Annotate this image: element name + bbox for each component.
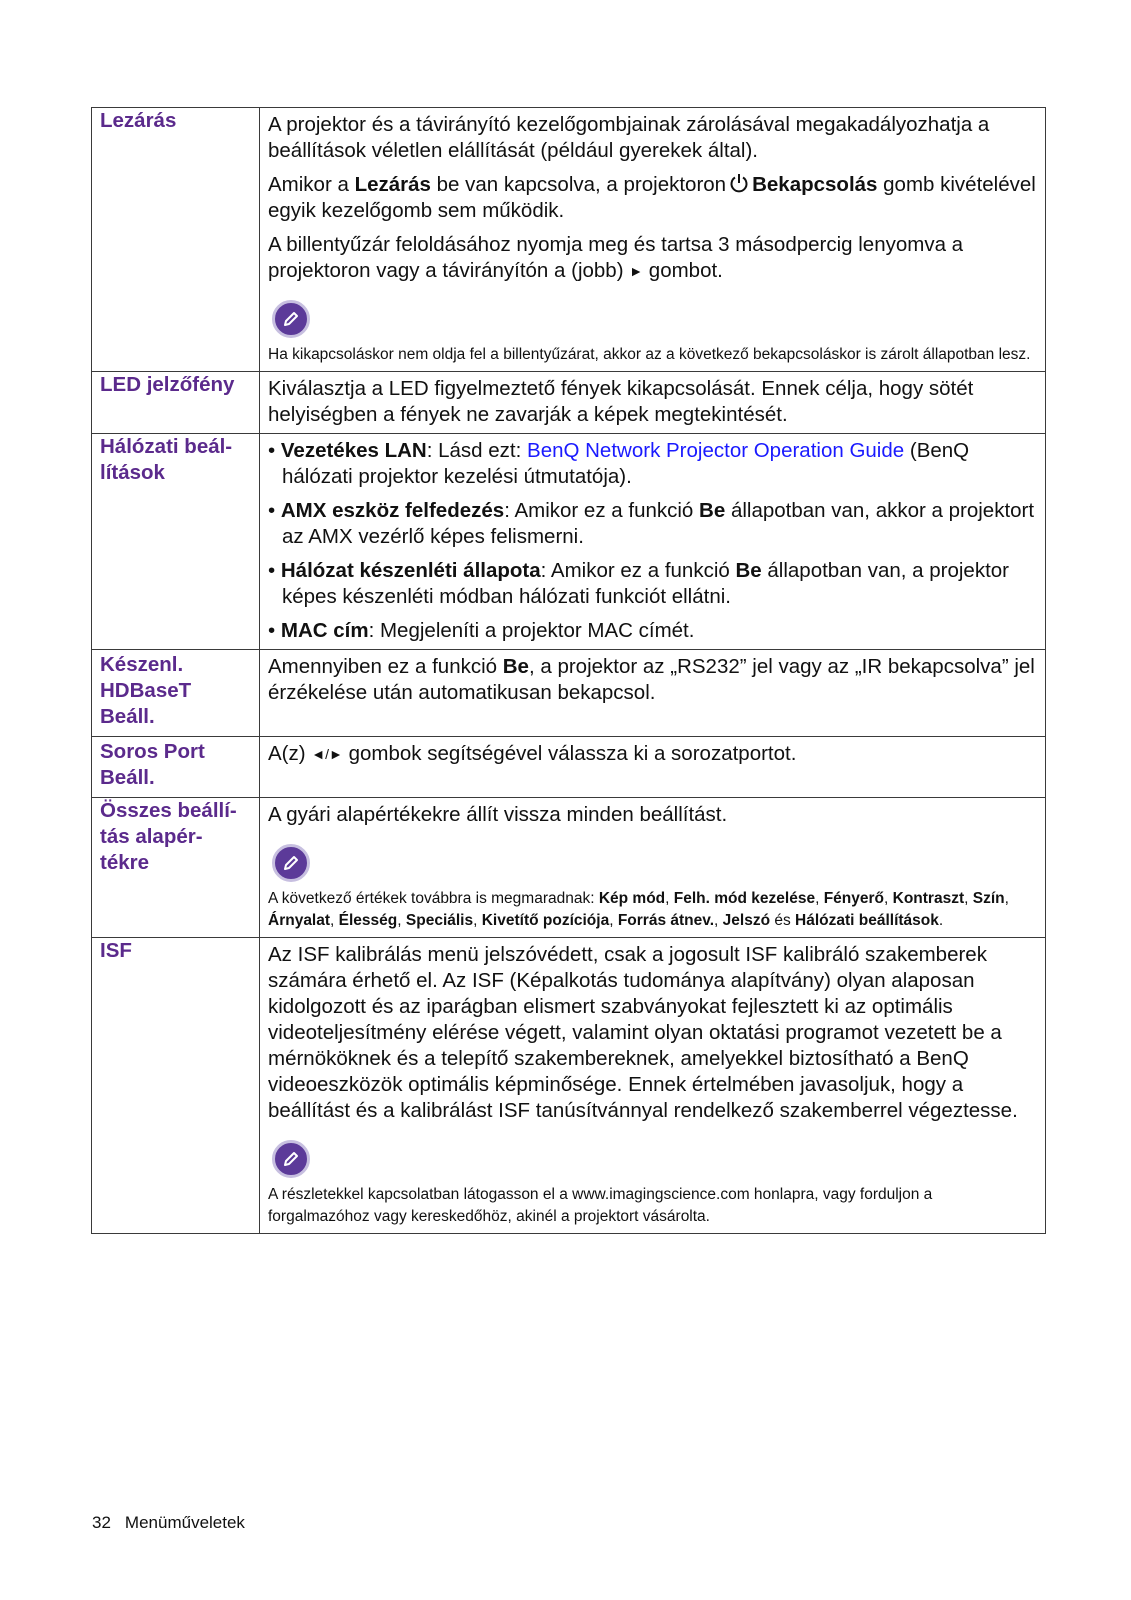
row-label: ISF xyxy=(92,938,260,1234)
paragraph: A projektor és a távirányító kezelőgombjainak zárolásával megakadályozhatja a beállítások véletlen elállítását (például gyerekek által). xyxy=(268,113,990,162)
paragraph: Az ISF kalibrálás menü jelszóvédett, csak a jogosult ISF kalibráló szakemberek számára érhető el. Az ISF (Képalkotás tudománya alapítvány) olyan alaposan kidolgozott és az iparágban elismert szabványokat fejlesztett ki az optimális videoteljesítmény elérése végett, valamint olyan oktatási programot vezetett be a mérnököknek és a telepítő szakembereknek, amelyekkel biztosítható a BenQ videoeszközök optimális képminősége. Ennek értelmében javasoljuk, hogy a beállítást és a kalibrálást ISF tanúsítvánnyal rendelkező szakemberrel végeztesse. xyxy=(268,943,1018,1122)
note-text: A következő értékek továbbra is megmaradnak: Kép mód, Felh. mód kezelése, Fényerő, Kontraszt, Szín, Árnyalat, Élesség, Speciális, Kivetítő pozíciója, Forrás átnev., Jelszó és Hálózati beállítások. xyxy=(268,890,1009,929)
page-footer xyxy=(92,1513,245,1533)
pencil-icon xyxy=(272,844,310,882)
table-row xyxy=(92,108,1046,372)
row-label: Lezárás xyxy=(92,108,260,372)
row-description xyxy=(260,938,1046,1234)
table-row xyxy=(92,650,1046,737)
list-item: • AMX eszköz felfedezés: Amikor ez a funkció Be állapotban van, akkor a projektort az AMX vezérlő képes felismerni. xyxy=(268,499,1035,548)
section-title: Menüműveletek xyxy=(124,1513,245,1532)
paragraph: A gyári alapértékekre állít vissza minden beállítást. xyxy=(268,803,728,826)
pencil-icon xyxy=(272,300,310,338)
right-arrow-icon: ► xyxy=(629,263,644,279)
network-guide-link[interactable]: BenQ Network Projector Operation Guide xyxy=(527,439,905,462)
paragraph: Amikor a Lezárás be van kapcsolva, a projektoron Bekapcsolás gomb kivételével egyik kezelőgomb sem működik. xyxy=(268,173,1036,222)
table-row xyxy=(92,434,1046,650)
row-label: Összes beállí-tás alapér-tékre xyxy=(92,798,260,938)
row-description xyxy=(260,108,1046,372)
pencil-icon xyxy=(272,1140,310,1178)
paragraph: Amennyiben ez a funkció Be, a projektor az „RS232” jel vagy az „IR bekapcsolva” jel érzékelése után automatikusan bekapcsol. xyxy=(268,655,1035,704)
paragraph: Kiválasztja a LED figyelmeztető fények kikapcsolását. Ennek célja, hogy sötét helyiségben a fények ne zavarják a képek megtekintését. xyxy=(268,377,974,426)
row-label: Készenl. HDBaseT Beáll. xyxy=(92,650,260,737)
table-row xyxy=(92,938,1046,1234)
row-description xyxy=(260,798,1046,938)
table-row xyxy=(92,372,1046,434)
list-item: • MAC cím: Megjeleníti a projektor MAC címét. xyxy=(268,619,695,642)
row-label: LED jelzőfény xyxy=(92,372,260,434)
power-icon xyxy=(728,172,750,194)
row-label: Soros Port Beáll. xyxy=(92,737,260,798)
row-description xyxy=(260,737,1046,798)
settings-table xyxy=(91,107,1046,1234)
table-row xyxy=(92,737,1046,798)
paragraph: A(z) ◄/► gombok segítségével válassza ki a sorozatportot. xyxy=(268,742,797,765)
note-text: A részletekkel kapcsolatban látogasson el a www.imagingscience.com honlapra, vagy forduljon a forgalmazóhoz vagy kereskedőhöz, akinél a projektort vásárolta. xyxy=(268,1186,933,1225)
list-item: • Hálózat készenléti állapota: Amikor ez a funkció Be állapotban van, a projektor képes készenléti módban hálózati funkciót ellátni. xyxy=(268,559,1010,608)
row-label: Hálózati beál-lítások xyxy=(92,434,260,650)
list-item: • Vezetékes LAN: Lásd ezt: BenQ Network Projector Operation Guide (BenQ hálózati projektor kezelési útmutatója). xyxy=(268,439,970,488)
table-row xyxy=(92,798,1046,938)
row-description xyxy=(260,434,1046,650)
row-description xyxy=(260,372,1046,434)
paragraph: A billentyűzár feloldásához nyomja meg és tartsa 3 másodpercig lenyomva a projektoron vagy a távirányítón a (jobb) ► gombot. xyxy=(268,233,964,282)
note-text: Ha kikapcsoláskor nem oldja fel a billentyűzárat, akkor az a következő bekapcsoláskor is zárolt állapotban lesz. xyxy=(268,346,1031,363)
page-number: 32 xyxy=(92,1513,111,1532)
left-right-arrow-icon: ◄/► xyxy=(311,746,343,762)
row-description xyxy=(260,650,1046,737)
